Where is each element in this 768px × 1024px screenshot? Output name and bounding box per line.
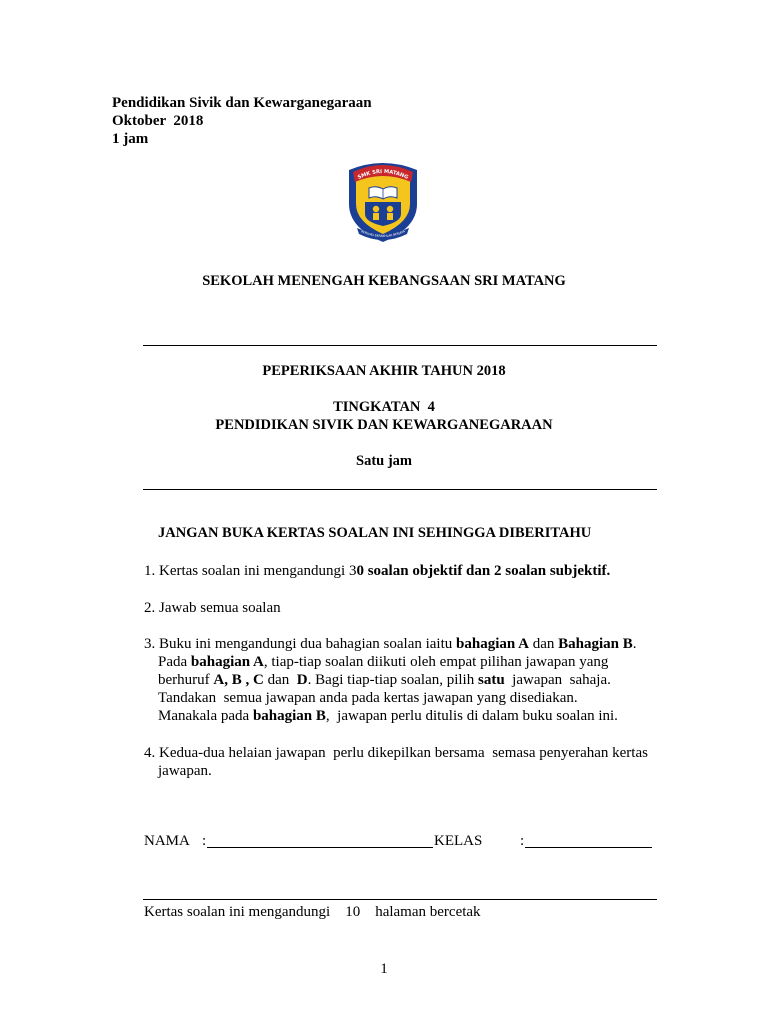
- instruction-3-line-1: 3. Buku ini mengandungi dua bahagian soalan iaitu bahagian A dan Bahagian B.: [144, 636, 637, 652]
- divider-bottom: [143, 899, 657, 900]
- figure-icon: [387, 206, 393, 212]
- kelas-input-line[interactable]: [525, 834, 652, 848]
- header-duration: 1 jam: [112, 131, 149, 147]
- header-date: Oktober 2018: [112, 113, 204, 129]
- instruction-3-line-4: Tandakan semua jawapan anda pada kertas jawapan yang disediakan.: [158, 690, 578, 706]
- instruction-4-line-2: jawapan.: [158, 763, 212, 779]
- exam-title: PEPERIKSAAN AKHIR TAHUN 2018: [262, 363, 506, 379]
- kelas-label: KELAS: [434, 833, 483, 849]
- exam-duration: Satu jam: [356, 453, 412, 469]
- school-crest-logo: [343, 158, 423, 244]
- nama-input-line[interactable]: [207, 834, 433, 848]
- header-subject: Pendidikan Sivik dan Kewarganegaraan: [112, 95, 372, 111]
- exam-form: TINGKATAN 4: [333, 399, 435, 415]
- pages-note: Kertas soalan ini mengandungi 10 halaman bercetak: [144, 904, 481, 920]
- warning-notice: JANGAN BUKA KERTAS SOALAN INI SEHINGGA DIBERITAHU: [158, 525, 592, 541]
- instruction-1-bold: 0 soalan objektif dan 2 soalan subjektif.: [356, 563, 611, 579]
- instruction-4-line-1: 4. Kedua-dua helaian jawapan perlu dikepilkan bersama semasa penyerahan kertas: [144, 745, 648, 761]
- figure-icon: [373, 206, 379, 212]
- banner-text: SMK SRI MATANG: [356, 168, 410, 181]
- instruction-2: 2. Jawab semua soalan: [144, 600, 281, 616]
- instruction-1-text: 1. Kertas soalan ini mengandungi 3: [144, 563, 357, 579]
- motto-text: BERILMU BERAKHLAK BERJAYA: [360, 229, 406, 239]
- header-block: [112, 94, 372, 148]
- nama-label: NAMA: [144, 833, 190, 849]
- instruction-3-line-2: Pada bahagian A, tiap-tiap soalan diikuti oleh empat pilihan jawapan yang: [158, 654, 609, 670]
- instruction-1: [144, 563, 610, 581]
- instruction-3-line-3: berhuruf A, B , C dan D. Bagi tiap-tiap soalan, pilih satu jawapan sahaja.: [158, 672, 611, 688]
- school-name: SEKOLAH MENENGAH KEBANGSAAN SRI MATANG: [202, 273, 566, 289]
- divider-middle: [143, 489, 657, 490]
- instruction-3-line-5: Manakala pada bahagian B, jawapan perlu ditulis di dalam buku soalan ini.: [158, 708, 618, 724]
- kelas-colon: :: [520, 833, 525, 849]
- divider-top: [143, 345, 657, 346]
- exam-subject: PENDIDIKAN SIVIK DAN KEWARGANEGARAAN: [215, 417, 553, 433]
- page-number: 1: [380, 961, 388, 977]
- nama-colon: :: [202, 833, 207, 849]
